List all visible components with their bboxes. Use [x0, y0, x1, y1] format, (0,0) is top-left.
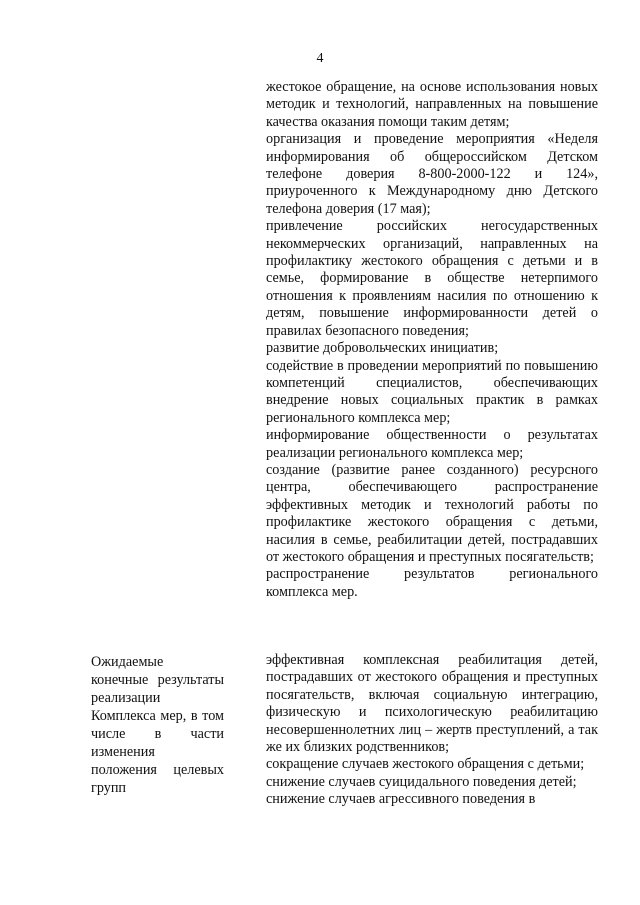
measures-item: жестокое обращение, на основе использования новых методик и технологий, направленных на повышение качества оказания помощи таким детям; [266, 79, 598, 130]
results-item: эффективная комплексная реабилитация детей, пострадавших от жестокого обращения и преступных посягательств, включая социальную интеграцию, физическую и психологическую реабилитацию несовершеннолетних лиц – жертв преступлений, а так же их близких родственников; [266, 652, 598, 756]
measures-item: содействие в проведении мероприятий по повышению компетенций специалистов, обеспечивающих внедрение новых социальных практик в рамках регионального комплекса мер; [266, 357, 598, 426]
measures-item: создание (развитие ранее созданного) ресурсного центра, обеспечивающего распространение эффективных методик и технологий работы по профилактике жестокого обращения с детьми, насилия в семье, реабилитации детей, пострадавших от жестокого обращения и преступных посягательств; [266, 461, 598, 565]
page-number: 4 [316, 51, 324, 66]
measures-item: привлечение российских негосударственных некоммерческих организаций, направленных на профилактику жестокого обращения с детьми и в семье, формирование в обществе нетерпимого отношения к проявлениям насилия по отношению к детям, повышение информированности детей о правилах безопасного поведения; [266, 218, 598, 339]
results-item: снижение случаев суицидального поведения детей; [266, 773, 577, 790]
measures-list [266, 79, 598, 601]
measures-item: распространение результатов регионального комплекса мер. [266, 566, 598, 600]
measures-item: развитие добровольческих инициатив; [266, 340, 499, 357]
results-item: сокращение случаев жестокого обращения с детьми; [266, 756, 585, 773]
results-list [266, 652, 598, 809]
results-label-text: Ожидаемые конечные результаты реализации Комплекса мер, в том числе в части изменения положения целевых групп [91, 654, 224, 796]
measures-item: информирование общественности о результатах реализации регионального комплекса мер; [266, 427, 598, 461]
results-section-label [91, 653, 224, 797]
measures-item: организация и проведение мероприятия «Неделя информирования об общероссийском Детском телефоне доверия 8-800-2000-122 и 124», приуроченного к Международному дню Детского телефона доверия (17 мая); [266, 131, 598, 217]
results-item: снижение случаев агрессивного поведения в [266, 791, 536, 808]
